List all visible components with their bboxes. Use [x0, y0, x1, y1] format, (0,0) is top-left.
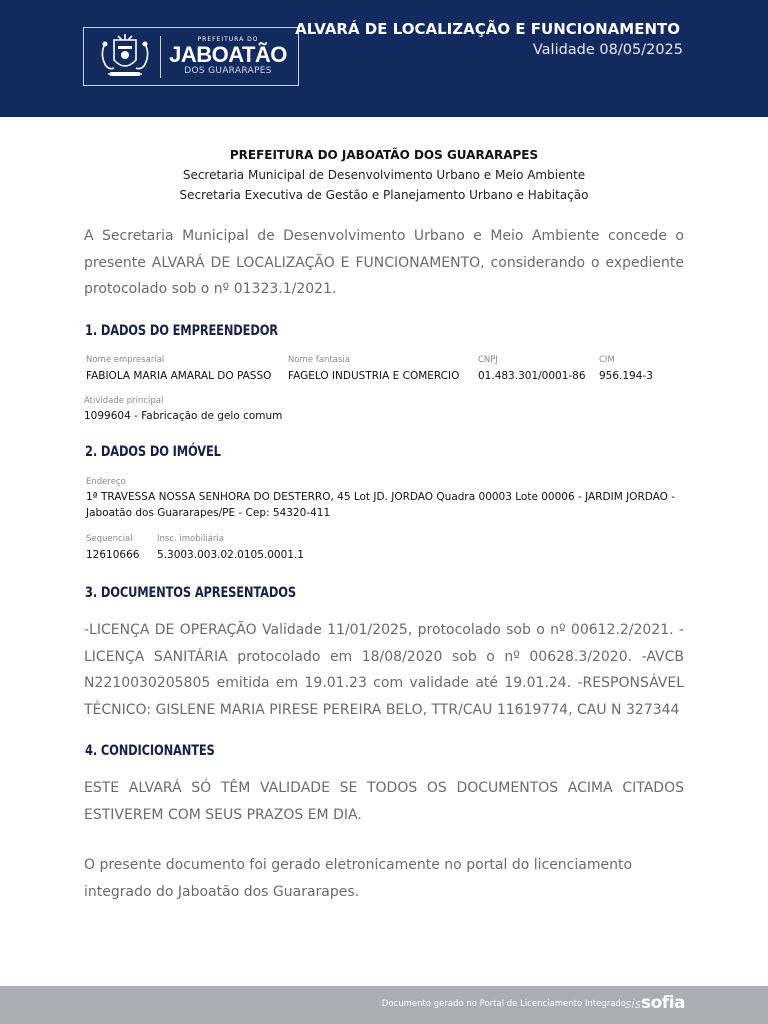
- logo-divider: [160, 36, 161, 78]
- atividade-value: 1099604 - Fabricação de gelo comum: [84, 410, 283, 422]
- brand-sofia: sofia: [641, 993, 685, 1013]
- endereco-line-2: Jaboatão dos Guararapes/PE - Cep: 54320-411: [86, 507, 331, 519]
- secretaria-1: Secretaria Municipal de Desenvolvimento Urbano e Meio Ambiente: [182, 168, 586, 182]
- intro-line: protocolado sob o nº 01323.1/2021.: [84, 281, 337, 297]
- closing-line: integrado do Jaboatão dos Guararapes.: [84, 883, 360, 900]
- logo-main-text: JABOATÃO: [169, 42, 287, 67]
- document-title: ALVARÁ DE LOCALIZAÇÃO E FUNCIONAMENTO: [295, 20, 680, 38]
- brand-sis: sis: [625, 997, 641, 1011]
- cnpj-value: 01.483.301/0001-86: [478, 370, 586, 382]
- closing-paragraph: [84, 852, 684, 905]
- sequencial-value: 12610666: [86, 549, 140, 561]
- condicionantes-paragraph: [84, 775, 684, 828]
- cnpj-label: CNPJ: [478, 355, 498, 365]
- sissofia-logo: [625, 993, 685, 1013]
- documentos-line: N2210030205805 emitida em 19.01.23 com validade até 19.01.24. -RESPONSÁVEL: [84, 675, 684, 691]
- intro-line: presente ALVARÁ DE LOCALIZAÇÃO E FUNCIONAMENTO, considerando o expediente: [84, 254, 684, 271]
- intro-paragraph: [84, 223, 684, 303]
- secretaria-2: Secretaria Executiva de Gestão e Planejamento Urbano e Habitação: [179, 188, 589, 202]
- documentos-line: -LICENÇA DE OPERAÇÃO Validade 11/01/2025, protocolado sob o nº 00612.2/2021. -: [84, 622, 684, 638]
- org-name: PREFEITURA DO JABOATÃO DOS GUARARAPES: [229, 148, 539, 162]
- intro-line: A Secretaria Municipal de Desenvolvimento Urbano e Meio Ambiente concede o: [84, 228, 684, 244]
- logo-wordmark: [169, 36, 287, 77]
- endereco-label: Endereço: [86, 477, 126, 487]
- section-3-title: 3. DOCUMENTOS APRESENTADOS: [85, 585, 296, 601]
- documentos-line: TÉCNICO: GISLENE MARIA PIRESE PEREIRA BELO, TTR/CAU 11619774, CAU N 327344: [84, 701, 680, 718]
- insc-imobiliaria-value: 5.3003.003.02.0105.0001.1: [157, 549, 304, 561]
- section-2-title: 2. DADOS DO IMÓVEL: [85, 444, 221, 460]
- section-1-title: 1. DADOS DO EMPREENDEDOR: [85, 323, 278, 339]
- prefeitura-logo: [83, 27, 299, 86]
- closing-line: O presente documento foi gerado eletronicamente no portal do licenciamento: [84, 857, 633, 873]
- validity-date: Validade 08/05/2025: [532, 42, 683, 58]
- footer-text: Documento gerado no Portal de Licenciamento Integrado: [381, 999, 626, 1009]
- condicionantes-line: ESTIVEREM COM SEUS PRAZOS EM DIA.: [84, 806, 362, 823]
- documentos-paragraph: [84, 617, 684, 723]
- nome-fantasia-value: FAGELO INDUSTRIA E COMERCIO: [288, 370, 460, 382]
- section-4-title: 4. CONDICIONANTES: [85, 743, 215, 759]
- coat-of-arms-icon: [96, 32, 154, 82]
- endereco-line-1: 1ª TRAVESSA NOSSA SENHORA DO DESTERRO, 45 Lot JD. JORDAO Quadra 00003 Lote 00006 - JARDIM JORDAO -: [86, 491, 676, 503]
- sequencial-label: Sequencial: [86, 534, 133, 544]
- cim-value: 956.194-3: [599, 370, 653, 382]
- cim-label: CIM: [599, 355, 615, 365]
- header-bar: [0, 0, 768, 117]
- nome-empresarial-value: FABIOLA MARIA AMARAL DO PASSO: [86, 370, 272, 382]
- logo-sub-text: DOS GUARARAPES: [184, 66, 272, 76]
- footer-bar: [0, 986, 768, 1024]
- atividade-label: Atividade principal: [84, 396, 164, 406]
- insc-imobiliaria-label: Insc. imobiliária: [157, 534, 224, 544]
- nome-empresarial-label: Nome empresarial: [86, 355, 165, 365]
- nome-fantasia-label: Nome fantasia: [288, 355, 350, 365]
- logo-top-text: PREFEITURA DO: [197, 36, 259, 43]
- documentos-line: LICENÇA SANITÁRIA protocolado em 18/08/2020 sob o nº 00628.3/2020. -AVCB: [84, 648, 684, 665]
- condicionantes-line: ESTE ALVARÁ SÓ TÊM VALIDADE SE TODOS OS DOCUMENTOS ACIMA CITADOS: [84, 780, 684, 796]
